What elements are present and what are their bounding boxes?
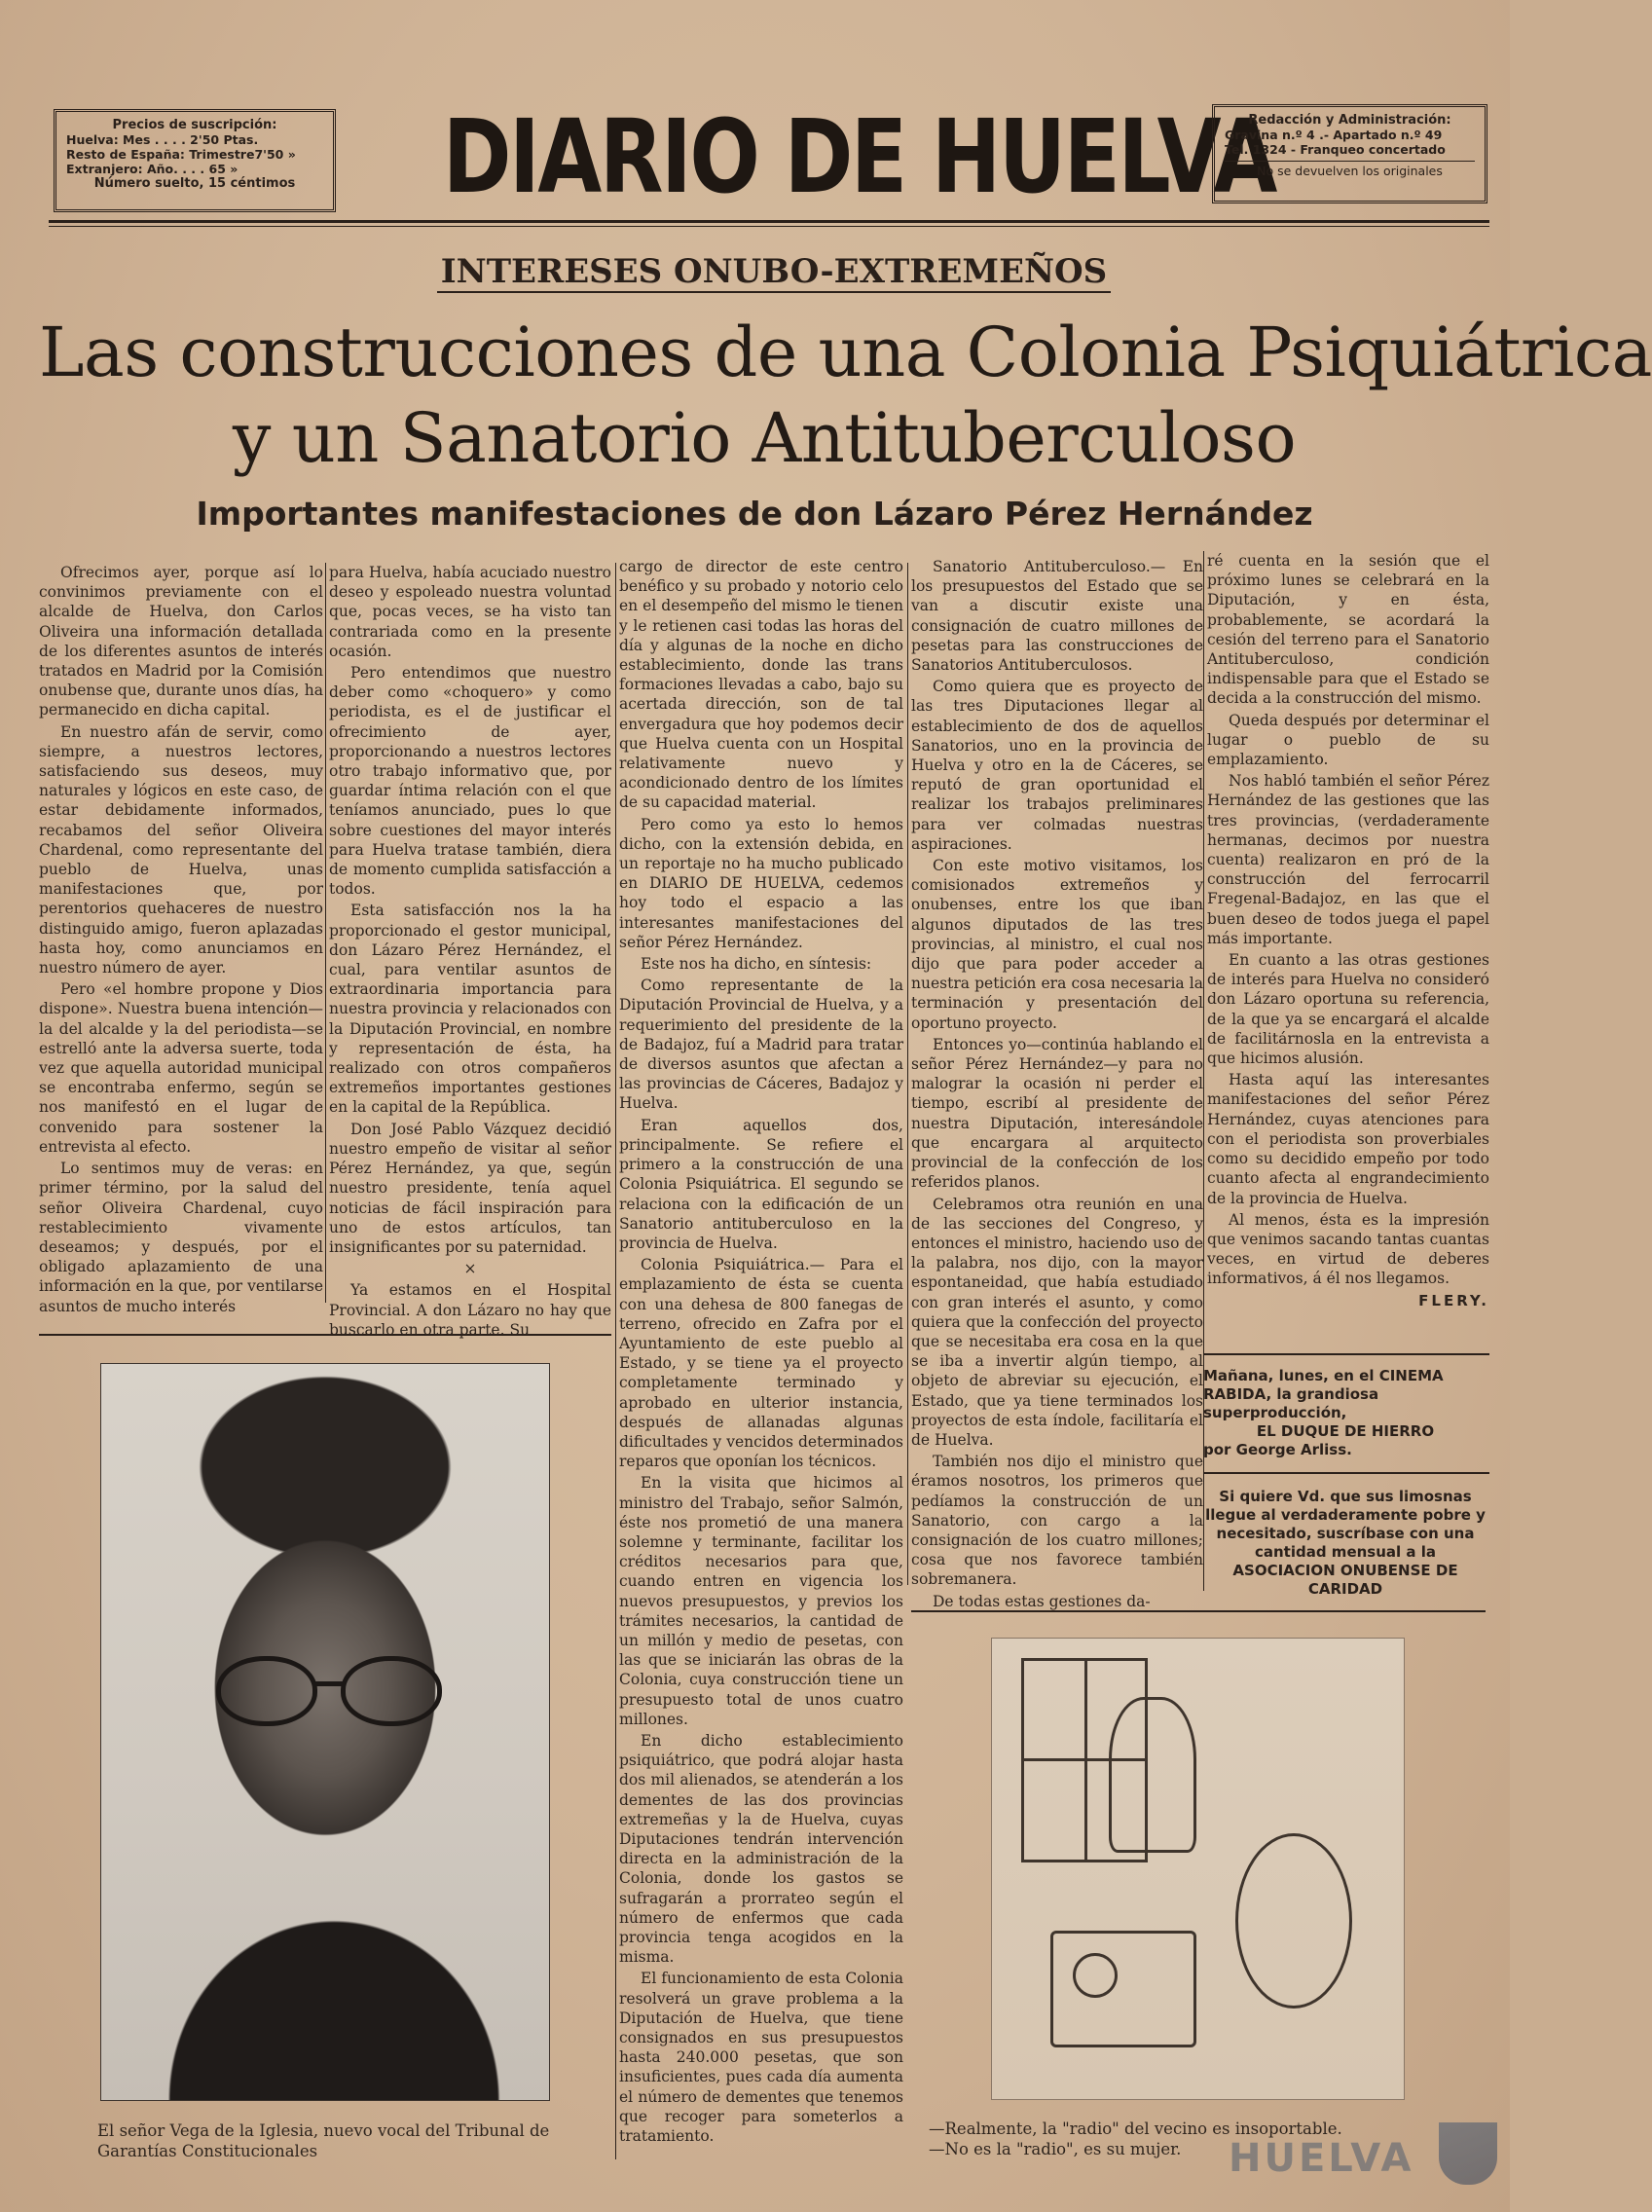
paragraph: para Huelva, había acuciado nuestro deseo y espoleado nuestra voluntad que, pocas veces, se ha visto tan contrariada como en la presente ocasión. — [329, 564, 611, 660]
section-kicker: INTERESES ONUBO-EXTREMEÑOS — [419, 247, 1129, 296]
paragraph: También nos dijo el ministro que éramos nosotros, los primeros que pedíamos la construcción de un Sanatorio, con cargo a la consignación de los cuatro millones; cosa que nos favorece también sobremanera. — [911, 1453, 1203, 1589]
paragraph: En la visita que hicimos al ministro del Trabajo, señor Salmón, éste nos prometió de una manera solemne y terminante, facilitar los créditos necesarios para que, cuando entren en vigencia los nuevos presupuestos, y previos los trámites necesarios, la cantidad de un millón y medio de pesetas, con las que se iniciarán las obras de la Colonia, cuya construcción tiene un presupuesto total de unos cuatro millones. — [619, 1474, 903, 1728]
administration-note: No se devuelven los originales — [1225, 161, 1475, 178]
administration-line: Tel. 1324 - Franqueo concertado — [1225, 142, 1446, 157]
archive-watermark: HUELVA — [1229, 2136, 1414, 2181]
charity-notice-text: Si quiere Vd. que sus limosnas llegue al verdaderamente pobre y necesitado, suscríbase con una cantidad mensual a la — [1205, 1488, 1486, 1561]
paragraph: Como representante de la Diputación Provincial de Huelva, y a requerimiento del presidente de la de Badajoz, fuí a Madrid para tratar de diversos asuntos que afectan a las provincias de Cáceres, Badajoz y Huelva. — [619, 977, 903, 1113]
article-column-3 — [619, 557, 903, 2167]
paragraph: Celebramos otra reunión en una de las secciones del Congreso, y entonces el ministro, haciendo uso de la palabra, nos dijo, con la mayor espontaneidad, que había estudiado con gran interés el asunto, y como quiera que la confección del proyecto que se necesitaba era cosa en la que se iba a invertir algún tiempo, al objeto de abreviar su ejecución, el Estado, que ya tiene terminados los proyectos de esta índole, facilitaría el de Huelva. — [911, 1195, 1203, 1449]
glasses-lens — [216, 1656, 317, 1726]
column-rule — [325, 563, 326, 1303]
radio-drawing — [1050, 1931, 1196, 2047]
subscription-box — [54, 109, 336, 212]
paragraph: De todas estas gestiones da- — [933, 1592, 1151, 1610]
paragraph: Queda después por determinar el lugar o pueblo de su emplazamiento. — [1207, 711, 1489, 769]
paragraph: Al menos, ésta es la impresión que venimos sacando tantas cuantas veces, en virtud de deberes informativos, á él nos llegamos. — [1207, 1210, 1489, 1288]
paragraph: Entonces yo—continúa hablando el señor Pérez Hernández—y para no malograr la ocasión ni perder el tiempo, escribí al presidente de nuestra Diputación, interesándole que encargara al arquitecto provincial de la confección de los referidos planos. — [911, 1035, 1203, 1192]
cartoon-caption-line: —Realmente, la "radio" del vecino es insoportable. — [929, 2120, 1342, 2138]
paragraph: En nuestro afán de servir, como siempre, a nuestros lectores, satisfaciendo sus deseos, muy naturales y lógicos en este caso, de estar debidamente informados, recabamos del señor Oliveira Chardenal, como representante del pueblo de Huelva, unas manifestaciones que, por perentorios quehaceres de nuestro distinguido amigo, fueron aplazadas hasta hoy, como anunciamos en nuestro número de ayer. — [39, 722, 323, 977]
paragraph: En cuanto a las otras gestiones de interés para Huelva no consideró don Lázaro oportuna su referencia, de la que ya se encargará el alcalde de facilitárnosla en la entrevista a que hicimos alusión. — [1207, 951, 1489, 1068]
paragraph: El funcionamiento de esta Colonia resolverá un grave problema a la Diputación de Huelva, que tiene consignados en sus presupuestos hasta 240.000 pesetas, que son insuficientes, pues cada día aumenta el número de dementes que tenemos que recoger para someterlos a tratamiento. — [619, 1970, 903, 2146]
photo-caption: El señor Vega de la Iglesia, nuevo vocal del Tribunal de Garantías Constitucionales — [97, 2121, 550, 2160]
paragraph: Pero como ya esto lo hemos dicho, con la extensión debida, en un reportaje no ha mucho publicado en DIARIO DE HUELVA, cedemos hoy todo el espacio a las interesantes manifestaciones del señor Pérez Hernández. — [619, 815, 903, 951]
paragraph: Don José Pablo Vázquez decidió nuestro empeño de visitar al señor Pérez Hernández, ya que, según nuestro presidente, tenía aquel noticias de fácil inspiración para uno de estos artículos, tan insignificantes por su paternidad. — [329, 1120, 611, 1256]
column-rule — [907, 563, 908, 1585]
shield-icon — [1439, 2122, 1497, 2185]
headline-line: Las construcciones de una Colonia Psiquiátrica — [39, 313, 1652, 392]
paragraph: ré cuenta en la sesión que el próximo lunes se celebrará en la Diputación, y en ésta, probablemente, se acordará la cesión del terreno para el Sanatorio Antituberculoso, condición indispensable para que el Estado se decida a la construcción del mismo. — [1207, 552, 1489, 708]
administration-heading: Redacción y Administración: — [1248, 113, 1451, 128]
paragraph: Este nos ha dicho, en síntesis: — [641, 955, 872, 974]
charity-organization: ASOCIACION ONUBENSE DE CARIDAD — [1232, 1562, 1458, 1598]
glasses-bridge — [313, 1681, 345, 1686]
paragraph: Como quiera que es proyecto de las tres Diputaciones llegar al establecimiento de dos de aquellos Sanatorios, uno en la provincia de Huelva y otro en la de Cáceres, se reputó de gran oportunidad el realizar los trabajos preliminares para ver colmadas nuestras aspiraciones. — [911, 678, 1203, 853]
article-column-2 — [329, 563, 611, 1339]
cinema-notice-credit: por George Arliss. — [1203, 1441, 1352, 1458]
author-signature: FLERY. — [1418, 1291, 1489, 1309]
notice-rule — [1203, 1353, 1489, 1355]
article-column-4 — [911, 557, 1203, 1610]
paragraph: Ofrecimos ayer, porque así lo convinimos previamente con el alcalde de Huelva, don Carlos Oliveira una información detallada de los diferentes asuntos de interés tratados en Madrid por la Comisión onubense que, durante unos días, ha permanecido en dicha capital. — [39, 564, 323, 719]
article-column-5 — [1207, 551, 1489, 1324]
figure-drawing — [1109, 1697, 1196, 1853]
paragraph: Pero «el hombre propone y Dios dispone». Nuestra buena intención—la del alcalde y la del periodista—se estrelló ante la adversa suerte, toda vez que aquella autoridad municipal se encontraba enfermo, según se nos manifestó en el lugar de convenido para sostener la entrevista al efecto. — [39, 980, 323, 1156]
paragraph: cargo de director de este centro benéfico y su probado y notorio celo en el desempeño del mismo le tienen y le retienen casi todas las horas del día y algunas de la noche en dicho establecimiento, donde las trans formaciones llevadas a cabo, bajo su acertada dirección, son de tal envergadura que hoy podemos decir que Huelva cuenta con un Hospital relativamente nuevo y acondicionado dentro de los límites de su capacidad material. — [619, 558, 903, 812]
newspaper-title: DIARIO DE HUELVA — [442, 97, 1275, 216]
glasses-lens — [341, 1656, 442, 1726]
portrait-photo — [100, 1363, 550, 2101]
subscription-line: Número suelto, 15 céntimos — [93, 176, 296, 191]
paragraph: Ya estamos en el Hospital Provincial. A don Lázaro no hay que buscarlo en otra parte. Su — [329, 1281, 611, 1339]
paragraph: En dicho establecimiento psiquiátrico, que podrá alojar hasta dos mil alienados, se atenderán a los dementes de las dos provincias extremeñas y la de Huelva, cuyas Diputaciones tendrán intervención directa en la administración de la Colonia, donde los gastos se sufragarán a prorrateo según el número de enfermos que cada provincia tenga acogidos en la misma. — [619, 1731, 903, 1967]
cinema-film-title: EL DUQUE DE HIERRO — [1256, 1422, 1435, 1440]
administration-line: Gravina n.º 4 .- Apartado n.º 49 — [1225, 128, 1443, 142]
cinema-notice — [1203, 1367, 1487, 1460]
paragraph: Esta satisfacción nos la ha proporcionado el gestor municipal, don Lázaro Pérez Hernández, el cual, para ventilar asuntos de extraordinaria importancia para nuestra provincia y relacionados con la Diputación Provincial, en nombre y representación de ésta, ha realizado con otros compañeros extremeños importantes gestiones en la capital de la República. — [329, 902, 611, 1117]
paragraph: Con este motivo visitamos, los comisionados extremeños y onubenses, entre los que iban algunos diputados de las tres provincias, al ministro, el cual nos dijo que para poder acceder a nuestra petición era cosa necesaria la terminación y presentación del oportuno proyecto. — [911, 857, 1203, 1032]
separator-mark: × — [463, 1260, 477, 1278]
subheadline: Importantes manifestaciones de don Lázaro Pérez Hernández — [196, 495, 1313, 533]
paragraph: Eran aquellos dos, principalmente. Se refiere el primero a la construcción de una Colonia Psiquiátrica. El segundo se relaciona con la edificación de un Sanatorio antituberculoso en la provincia de Huelva. — [619, 1116, 903, 1252]
paragraph: Lo sentimos muy de veras: en primer término, por la salud del señor Oliveira Chardenal, cuyo restablecimiento vivamente deseamos; y después, por el obligado aplazamiento de una información en la que, por ventilarse asuntos de mucho interés — [39, 1160, 323, 1315]
notice-rule — [1203, 1472, 1489, 1474]
masthead-rule — [49, 220, 1489, 223]
cinema-notice-text: Mañana, lunes, en el CINEMA RABIDA, la grandiosa superproducción, — [1203, 1367, 1444, 1421]
charity-notice — [1203, 1488, 1487, 1601]
paragraph: Pero entendimos que nuestro deber como «choquero» y como periodista, es el de justificar el ofrecimiento de ayer, proporcionando a nuestros lectores otro trabajo informativo que, por guardar íntima relación con el que teníamos anunciado, pues lo que sobre cuestiones del mayor interés para Huelva tratase también, diera de momento cumplida satisfacción a todos. — [329, 664, 611, 899]
masthead-rule-thin — [49, 226, 1489, 227]
subscription-line: Resto de España: Trimestre7'50 » — [66, 147, 296, 162]
subscription-heading: Precios de suscripción: — [112, 118, 277, 132]
headline-line: y un Sanatorio Antituberculoso — [232, 398, 1297, 478]
subscription-line: Huelva: Mes . . . . 2'50 Ptas. — [66, 132, 259, 147]
paragraph-colonia: Colonia Psiquiátrica.— Para el emplazamiento de ésta se cuenta con una dehesa de 800 fanegas de terreno, ofrecido en Zafra por el Ayuntamiento de este pueblo al Estado, y se tiene ya el proyecto completamente terminado y aprobado en ulterior instancia, después de allanadas algunas dificultades y vencidos determinados reparos que oponían los técnicos. — [619, 1256, 903, 1471]
paragraph: Hasta aquí las interesantes manifestaciones del señor Pérez Hernández, cuyas atenciones para con el periodista son proverbiales como su decidido empeño por todo cuanto afecta al engrandecimiento de la provincia de Huelva. — [1207, 1071, 1489, 1207]
paragraph-sanatorio: Sanatorio Antituberculoso.— En los presupuestos del Estado que se van a discutir existe una consignación de cuatro millones de pesetas para las construcciones de Sanatorios Antituberculosos. — [911, 558, 1203, 675]
column-rule — [615, 563, 616, 2159]
paragraph: Nos habló también el señor Pérez Hernández de las gestiones que las tres provincias, (verdaderamente hermanas, decimos por nuestra cuenta) realizaron en pró de la construcción del ferrocarril Fregenal-Badajoz, en las que el buen deseo de todos juega el papel más importante. — [1207, 772, 1489, 947]
article-column-1 — [39, 563, 323, 1315]
administration-box — [1212, 104, 1487, 203]
cartoon-caption-line: —No es la "radio", es su mujer. — [929, 2140, 1182, 2158]
cartoon-illustration — [991, 1638, 1405, 2100]
figure-drawing — [1235, 1833, 1352, 2009]
subscription-line: Extranjero: Año. . . . 65 » — [66, 162, 239, 176]
main-headline — [39, 310, 1652, 481]
